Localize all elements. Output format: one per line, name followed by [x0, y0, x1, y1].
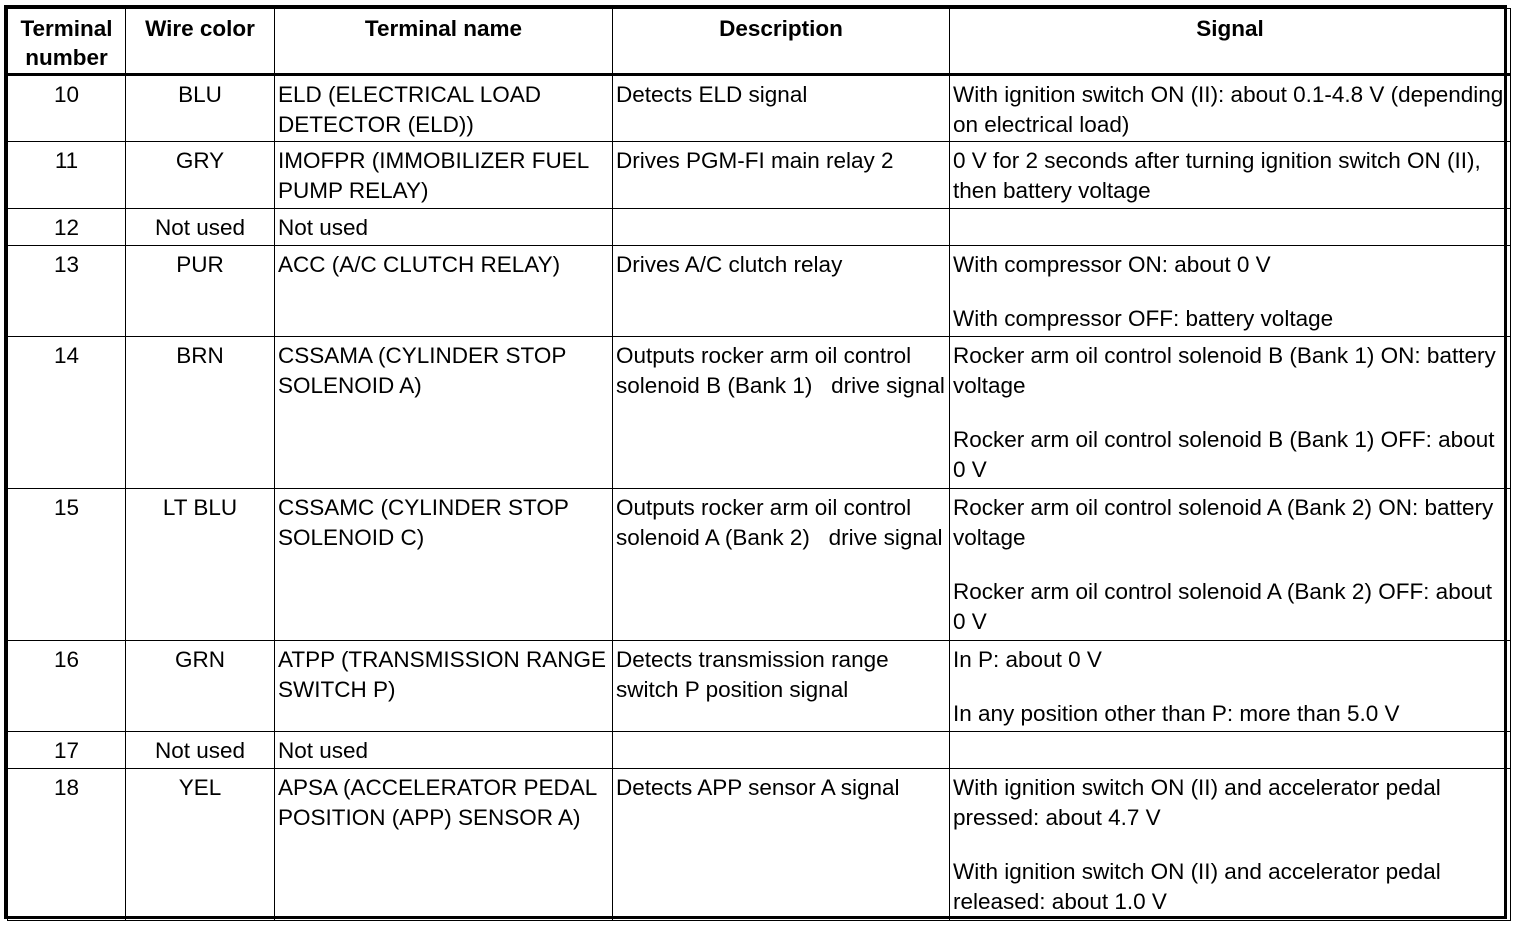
terminal-number-cell: 16	[8, 641, 126, 732]
signal-line-1: Rocker arm oil control solenoid B (Bank 1) ON: battery voltage	[953, 343, 1496, 398]
header-wire-color: Wire color	[126, 9, 275, 75]
description-cell	[613, 732, 950, 769]
wire-color-cell: YEL	[126, 769, 275, 921]
table-row	[8, 732, 1511, 769]
signal-spacer	[953, 833, 1507, 857]
terminal-number-cell: 17	[8, 732, 126, 769]
wire-color-cell: GRY	[126, 142, 275, 209]
signal-cell	[950, 337, 1511, 489]
wire-color-cell: GRN	[126, 641, 275, 732]
terminal-table-frame	[4, 5, 1507, 919]
signal-cell	[950, 732, 1511, 769]
terminal-name-cell: CSSAMA (CYLINDER STOP SOLENOID A)	[275, 337, 613, 489]
terminal-number-cell: 14	[8, 337, 126, 489]
signal-cell	[950, 769, 1511, 921]
description-cell: Drives A/C clutch relay	[613, 246, 950, 337]
header-terminal-number-line2: number	[25, 45, 108, 70]
header-terminal-number	[8, 9, 126, 75]
header-signal: Signal	[950, 9, 1511, 75]
description-cell: Detects transmission range switch P position signal	[613, 641, 950, 732]
wire-color-cell: BRN	[126, 337, 275, 489]
table-row	[8, 769, 1511, 921]
terminal-name-cell: Not used	[275, 732, 613, 769]
signal-cell	[950, 75, 1511, 142]
table-row	[8, 142, 1511, 209]
terminal-table	[7, 8, 1511, 921]
signal-line-2: In any position other than P: more than 5.0 V	[953, 701, 1400, 726]
terminal-number-cell: 11	[8, 142, 126, 209]
terminal-name-cell: IMOFPR (IMMOBILIZER FUEL PUMP RELAY)	[275, 142, 613, 209]
signal-line-1: In P: about 0 V	[953, 647, 1102, 672]
signal-spacer	[953, 675, 1507, 699]
terminal-number-cell: 12	[8, 209, 126, 246]
table-row	[8, 75, 1511, 142]
terminal-number-cell: 15	[8, 489, 126, 641]
signal-cell	[950, 246, 1511, 337]
terminal-name-cell: ACC (A/C CLUTCH RELAY)	[275, 246, 613, 337]
signal-line-1: With ignition switch ON (II): about 0.1-4.8 V (depending on electrical load)	[953, 82, 1504, 137]
terminal-number-cell: 18	[8, 769, 126, 921]
description-cell: Outputs rocker arm oil control solenoid B (Bank 1) drive signal	[613, 337, 950, 489]
signal-line-2: Rocker arm oil control solenoid B (Bank 1) OFF: about 0 V	[953, 427, 1495, 482]
signal-line-2: With ignition switch ON (II) and accelerator pedal released: about 1.0 V	[953, 859, 1441, 914]
table-header-row	[8, 9, 1511, 75]
terminal-name-cell: ELD (ELECTRICAL LOAD DETECTOR (ELD))	[275, 75, 613, 142]
signal-line-1: Rocker arm oil control solenoid A (Bank 2) ON: battery voltage	[953, 495, 1494, 550]
signal-spacer	[953, 401, 1507, 425]
description-cell	[613, 209, 950, 246]
wire-color-cell: LT BLU	[126, 489, 275, 641]
table-row	[8, 489, 1511, 641]
signal-line-1: 0 V for 2 seconds after turning ignition switch ON (II), then battery voltage	[953, 148, 1481, 203]
terminal-name-cell: APSA (ACCELERATOR PEDAL POSITION (APP) SENSOR A)	[275, 769, 613, 921]
table-row	[8, 641, 1511, 732]
header-terminal-name: Terminal name	[275, 9, 613, 75]
wire-color-cell: Not used	[126, 209, 275, 246]
signal-line-2: With compressor OFF: battery voltage	[953, 306, 1334, 331]
signal-line-1: With compressor ON: about 0 V	[953, 252, 1271, 277]
signal-cell	[950, 641, 1511, 732]
terminal-number-cell: 13	[8, 246, 126, 337]
signal-cell	[950, 209, 1511, 246]
terminal-name-cell: CSSAMC (CYLINDER STOP SOLENOID C)	[275, 489, 613, 641]
signal-cell	[950, 142, 1511, 209]
terminal-number-cell: 10	[8, 75, 126, 142]
terminal-name-cell: Not used	[275, 209, 613, 246]
terminal-name-cell: ATPP (TRANSMISSION RANGE SWITCH P)	[275, 641, 613, 732]
description-cell: Outputs rocker arm oil control solenoid A (Bank 2) drive signal	[613, 489, 950, 641]
description-cell: Drives PGM-FI main relay 2	[613, 142, 950, 209]
description-cell: Detects ELD signal	[613, 75, 950, 142]
signal-spacer	[953, 553, 1507, 577]
signal-cell	[950, 489, 1511, 641]
signal-line-1: With ignition switch ON (II) and accelerator pedal pressed: about 4.7 V	[953, 775, 1441, 830]
wire-color-cell: Not used	[126, 732, 275, 769]
signal-line-2: Rocker arm oil control solenoid A (Bank 2) OFF: about 0 V	[953, 579, 1492, 634]
table-row	[8, 246, 1511, 337]
header-description: Description	[613, 9, 950, 75]
table-row	[8, 209, 1511, 246]
header-terminal-number-line1: Terminal	[20, 16, 113, 41]
description-cell: Detects APP sensor A signal	[613, 769, 950, 921]
signal-spacer	[953, 280, 1507, 304]
wire-color-cell: BLU	[126, 75, 275, 142]
table-row	[8, 337, 1511, 489]
wire-color-cell: PUR	[126, 246, 275, 337]
